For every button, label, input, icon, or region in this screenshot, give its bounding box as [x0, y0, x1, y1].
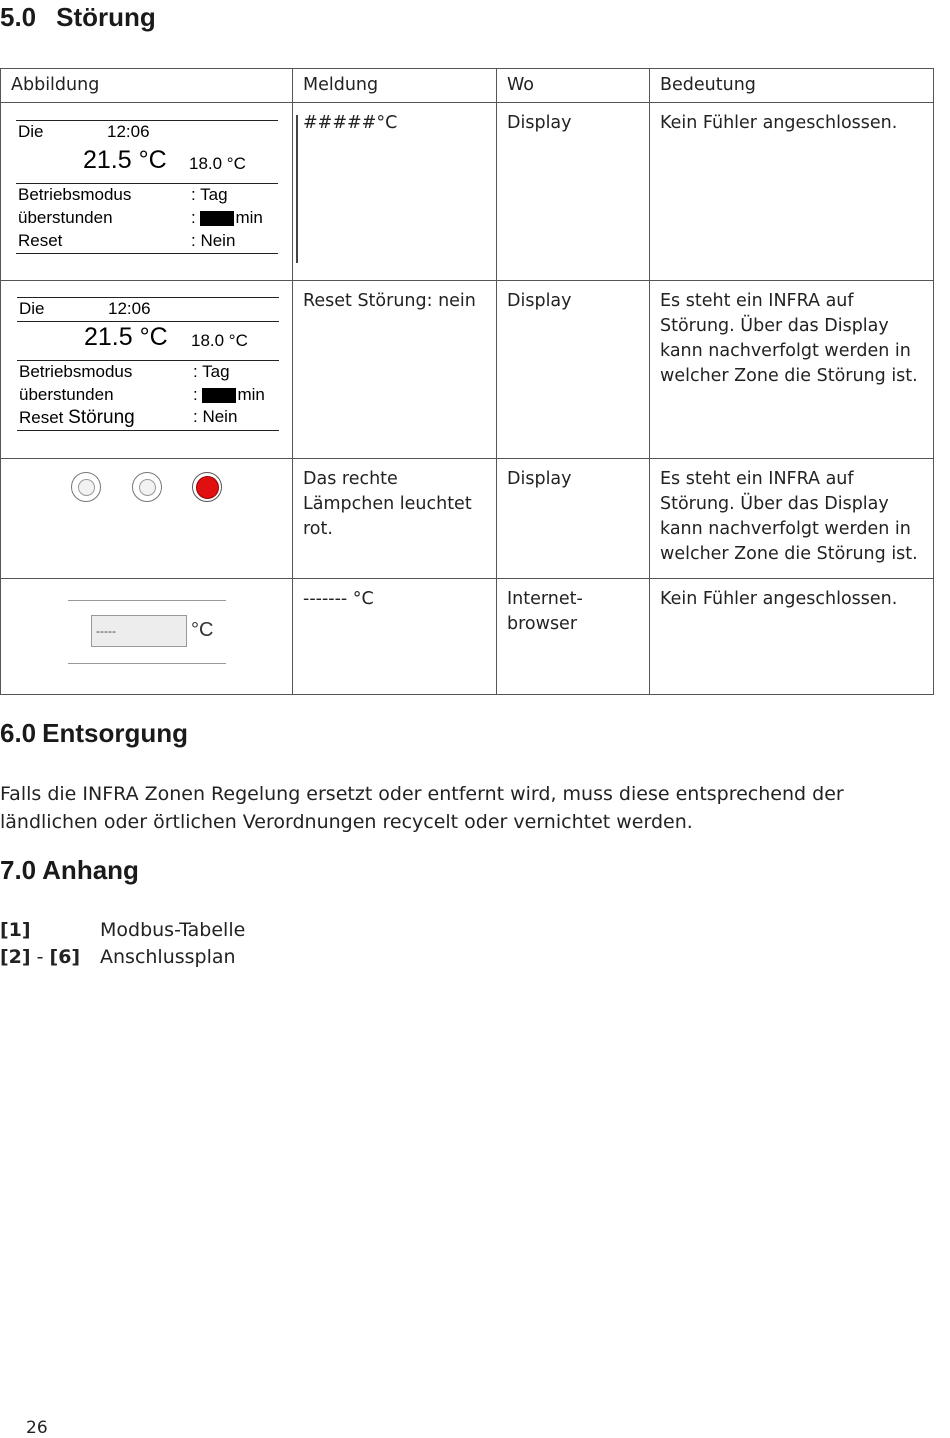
lcd-overtime-label: überstunden	[19, 385, 114, 404]
bedeutung-cell: Kein Fühler angeschlossen.	[650, 579, 934, 695]
lcd-reset-value: : Nein	[191, 231, 236, 250]
status-lamps	[1, 459, 292, 570]
disposal-paragraph: Falls die INFRA Zonen Regelung ersetzt oder entfernt wird, muss diese entsprechend der ländlichen oder örtlichen Verordnungen recycelt oder vernichtet werden.	[0, 783, 844, 833]
lcd-mode-label: Betriebsmodus	[19, 362, 133, 381]
table-row	[1, 281, 934, 459]
lamp-left-icon	[71, 472, 101, 502]
list-item	[0, 944, 245, 971]
lcd-overtime-value: : min	[191, 208, 263, 227]
header-abbildung: Abbildung	[1, 69, 293, 103]
header-bedeutung: Bedeutung	[650, 69, 934, 103]
lcd-mode-value: : Tag	[191, 185, 228, 204]
table-header-row	[1, 69, 934, 103]
lcd-overtime-label: überstunden	[18, 208, 113, 227]
lcd-time: 12:06	[107, 122, 150, 141]
lcd-display	[17, 281, 285, 450]
bedeutung-cell: Es steht ein INFRA auf Störung. Über das Display kann nachverfolgt werden in welcher Zone die Störung ist.	[650, 281, 934, 459]
lcd-setpoint: 18.0 °C	[191, 331, 248, 350]
section-6-heading	[0, 718, 188, 749]
lcd-time: 12:06	[108, 299, 151, 318]
lcd-setpoint: 18.0 °C	[189, 154, 246, 173]
table-row	[1, 459, 934, 579]
lamp-right-red-icon	[192, 472, 222, 502]
unit-label: °C	[191, 619, 214, 641]
header-meldung: Meldung	[293, 69, 497, 103]
display-illustration-cell	[1, 103, 293, 281]
bedeutung-cell: Es steht ein INFRA auf Störung. Über das Display kann nachverfolgt werden in welcher Zone die Störung ist.	[650, 459, 934, 579]
fault-table	[0, 68, 934, 695]
section-number: 7.0	[0, 855, 37, 885]
bedeutung-cell: Kein Fühler angeschlossen.	[650, 103, 934, 281]
section-7-heading	[0, 855, 139, 886]
lamp-middle-icon	[132, 472, 162, 502]
appendix-list	[0, 917, 245, 971]
list-item	[0, 917, 245, 944]
display-illustration-cell	[1, 281, 293, 459]
lcd-reset-value: : Nein	[193, 407, 238, 426]
appendix-key: [1]	[0, 919, 31, 941]
lcd-mode-label: Betriebsmodus	[18, 185, 132, 204]
lcd-mode-value: : Tag	[193, 362, 230, 381]
lamp-illustration-cell	[1, 459, 293, 579]
section-title: Störung	[56, 2, 156, 32]
lcd-overtime-value: : min	[193, 385, 265, 404]
lcd-reset-label: Reset	[18, 231, 63, 250]
section-title: Entsorgung	[42, 718, 189, 748]
browser-snippet	[1, 579, 292, 686]
wo-cell: Display	[497, 281, 650, 459]
meldung-cell: Reset Störung: nein	[293, 281, 497, 459]
lcd-day: Die	[19, 299, 45, 318]
section-number: 5.0	[0, 2, 37, 32]
lcd-reset-stoerung: Störung	[68, 407, 135, 428]
wo-cell: Display	[497, 459, 650, 579]
lcd-day: Die	[18, 122, 44, 141]
temperature-field: -----	[91, 615, 187, 647]
lcd-temperature: 21.5 °C	[83, 146, 167, 174]
section-number: 6.0	[0, 718, 37, 748]
lcd-display	[16, 103, 284, 272]
appendix-label: Anschlussplan	[100, 946, 236, 968]
page-number: 26	[26, 1418, 48, 1438]
section-title: Anhang	[42, 855, 139, 885]
cursor-block	[202, 388, 236, 403]
cursor-block	[200, 211, 234, 226]
lcd-reset-label: Reset Störung	[19, 407, 135, 428]
meldung-cell: ------- °C	[293, 579, 497, 695]
section-5-heading	[0, 2, 156, 33]
appendix-label: Modbus-Tabelle	[100, 919, 246, 941]
wo-cell: Internet-browser	[497, 579, 650, 695]
browser-illustration-cell	[1, 579, 293, 695]
header-wo: Wo	[497, 69, 650, 103]
table-row	[1, 579, 934, 695]
meldung-cell: #####°C	[293, 103, 497, 281]
wo-cell: Display	[497, 103, 650, 281]
lcd-temperature: 21.5 °C	[84, 323, 168, 351]
meldung-cell: Das rechte Lämpchen leuchtet rot.	[293, 459, 497, 579]
appendix-key: [2] - [6]	[0, 946, 81, 968]
table-row	[1, 103, 934, 281]
